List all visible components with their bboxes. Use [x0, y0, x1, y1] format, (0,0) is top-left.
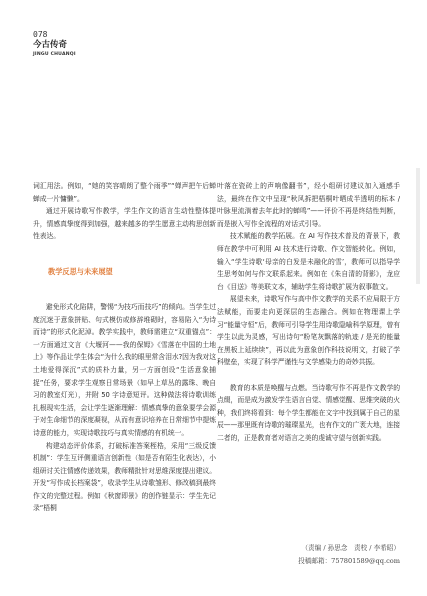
body-paragraph: 教育的本质是唤醒与点燃。当诗歌写作不再是作文教学的点缀，而是成为激发学生语言自觉、情感觉醒、思维突破的火种，我们终将看到：每个学生都能在文字中找到属于自己的星辰——那里既有诗歌的璀璨星光，也有作文的广袤大地，连接二者的，正是教育者对语言之美的虔诚守望与创新实践。 [217, 383, 400, 442]
right-column [217, 180, 400, 444]
body-paragraph: 构建动态评价体系，打破标准答案桎梏，采用“三级反馈机制”：学生互评侧重语言创新性（如是否有陌生化表达），小组研讨关注情感传递效果，教师精批针对思维深度提出建议。开发“写作成长档案袋”，收录学生从诗歌雏形、修改稿到最终作文的完整过程。例如《秋窗即景》的创作链显示：学生先记录“梧桐 [33, 441, 216, 513]
page-header [33, 30, 76, 58]
body-paragraph: 避免形式化陷阱，警惕“为技巧而技巧”的倾向。当学生过度沉迷于意象拼贴、句式模仿或修辞堆砌时，容易陷入“为诗而诗”的形式化泥淖。教学实践中，教师需建立“双重锚点”：一方面通过文言《大堰河——我的保姆》《雪落在中国的土地上》等作品让学生体会“为什么我的眼里常含泪水?因为我对这土地爱得深沉”式的质朴力量，另一方面创设“生活意象捕捉”任务，要求学生观察日常场景（如早上草丛的露珠、晚自习的教室灯光），并附 50 字诗意短评。这种做法将诗歌训练扎根现实生活，会让学生逐渐理解：情感真挚的意象要学会源于对生命细节的深度凝视，从而有意识培养在日常细节中提炼诗意的能力，实现诗歌技巧与真实情感的有机统一。 [33, 302, 216, 437]
paragraph-gap [217, 369, 400, 382]
body-paragraph: 词汇用法。例如，“她的笑容晴朗了整个雨季”“婵声把午后蝉蝉成一片慵懒”。 [33, 182, 216, 203]
section-heading: 教学反思与未来展望 [48, 266, 113, 276]
submission-email: 投稿邮箱：757801589@qq.com [298, 557, 400, 565]
page-footer [217, 542, 400, 568]
editor-credits: （责编 / 孙思念 责校 / 李希昭） [301, 544, 400, 552]
magazine-title: 今古传奇 [33, 40, 68, 50]
body-paragraph: 叶落在瓷砖上的声响像翻书”，经小组研讨建议加入通感手法，最终在作文中呈现“秋风拆把梧桐叶晒成半透明的标本 / 叶脉里流淌着去年此时的蝉鸣”——评价不再是终结性判断，而是嵌入写作全流程的对话式引导。 [217, 182, 400, 228]
page-number: 078 [33, 30, 48, 39]
body-paragraph: 技术赋能的教学拓展。在 AI 写作技术普及的背景下，教师在教学中可利用 AI 技术进行诗歌、作文智能转化。例如，输入“学生诗歌‘母亲的白发是未融化的雪’，教师可以指导学生思考如何与作文联系起来。例如在《朱自清的背影》，龙应台《目送》等美联文本，辅助学生将诗歌扩展为叙事散文。 [217, 232, 400, 291]
magazine-subtitle: JINGU CHUANQI [33, 52, 76, 57]
left-column [33, 180, 216, 515]
body-paragraph: 通过开展诗歌写作教学，学生作文的语言生动性整体提升，情感真挚度得到加强，越来越多的学生愿意主动构思创新性表达。 [33, 207, 216, 241]
body-paragraph: 展望未来，诗歌写作与高中作文教学的关系不应局限于方法赋能，而要走向更深层的生态融合。例如在物理课上学习“能量守恒”后，教师可引导学生用诗歌隐喻科学原理，曾有学生以此为灵感，写出诗句“粉笔灰飘落的轨迹 / 是光的能量在黑板上延续续”，再以此为意象创作科技说明文，打破了学科壁垒，实现了科学严谨性与文学感染力的奇妙共振。 [217, 295, 400, 367]
page-edge-strip [416, 168, 420, 284]
